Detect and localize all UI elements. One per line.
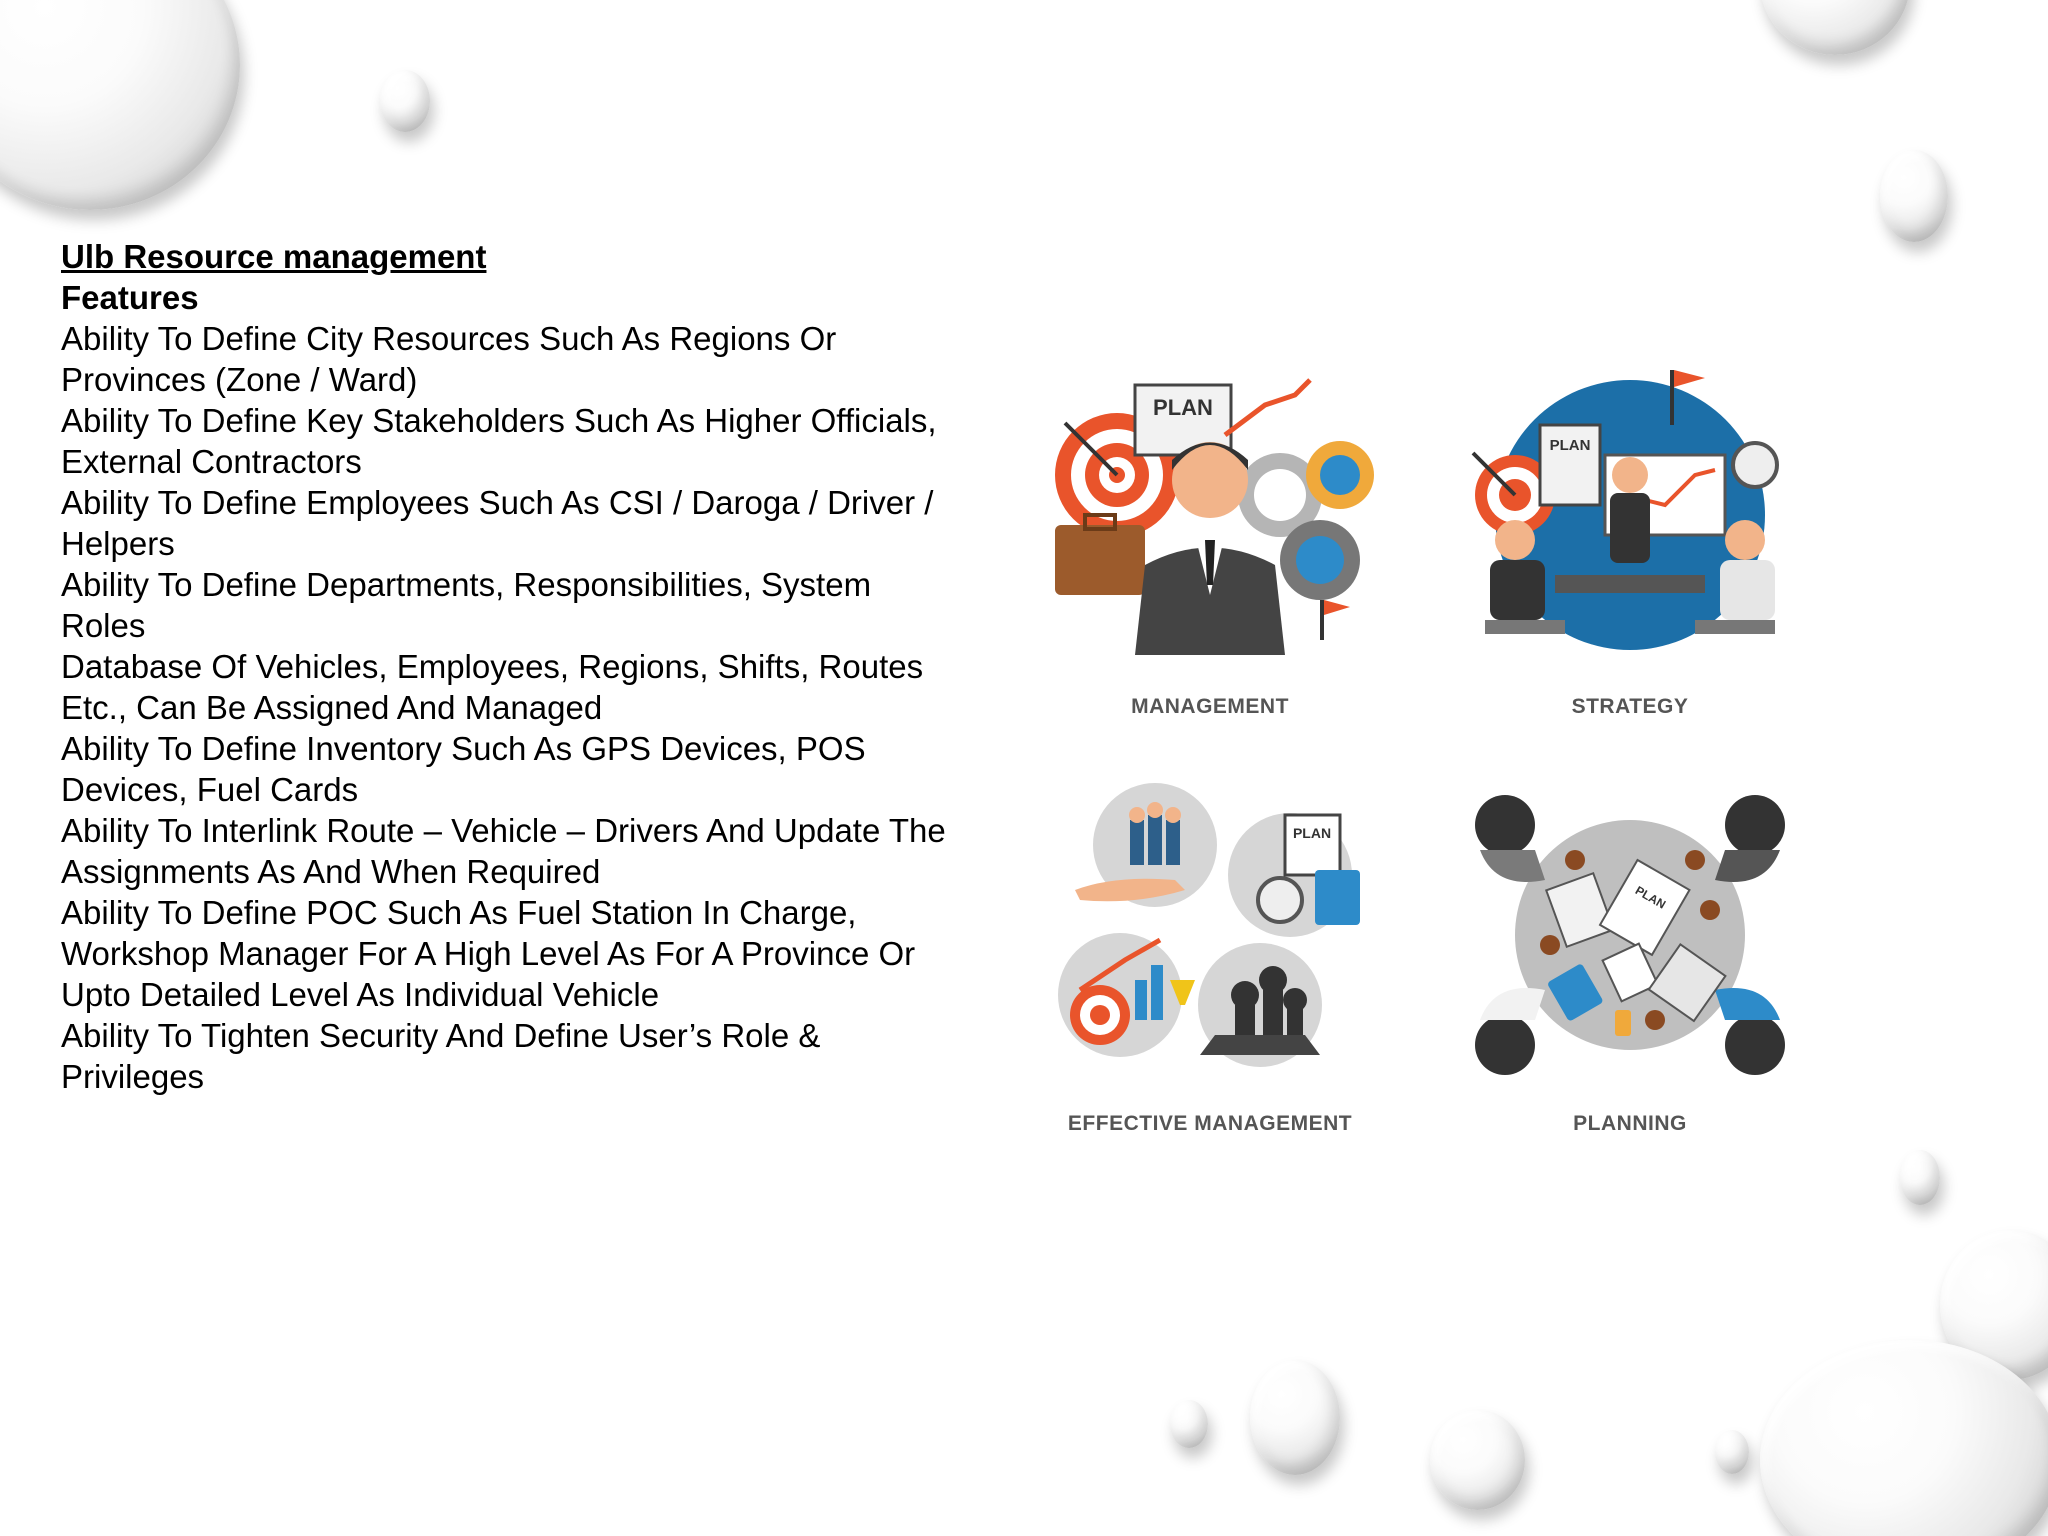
planning-caption: PLANNING <box>1573 1112 1687 1135</box>
management-caption: MANAGEMENT <box>1131 695 1289 718</box>
feature-item: Ability To Interlink Route – Vehicle – Drivers And Update The Assignments As And When Required <box>61 812 946 890</box>
svg-text:PLAN: PLAN <box>1549 437 1591 454</box>
svg-text:PLAN: PLAN <box>1632 883 1669 912</box>
effective-management-illustration <box>1035 780 1385 1135</box>
water-drop-decoration <box>1900 1150 1940 1205</box>
planning-icon <box>1455 780 1805 1090</box>
planning-illustration <box>1455 780 1805 1135</box>
strategy-icon <box>1455 365 1805 655</box>
svg-text:PLAN: PLAN <box>1153 395 1213 420</box>
feature-item: Ability To Define Inventory Such As GPS Devices, POS Devices, Fuel Cards <box>61 730 866 808</box>
water-drop-decoration <box>1880 150 1948 242</box>
features-heading: Features <box>61 279 199 316</box>
feature-item: Ability To Define POC Such As Fuel Station In Charge, Workshop Manager For A High Level As For A Province Or Upto Detailed Level As Individual Vehicle <box>61 894 916 1013</box>
features-text-block <box>61 236 961 1097</box>
effective-management-caption: EFFECTIVE MANAGEMENT <box>1067 1112 1353 1135</box>
strategy-caption: STRATEGY <box>1571 695 1689 718</box>
water-drop-decoration <box>1250 1360 1340 1475</box>
feature-item: Ability To Define Employees Such As CSI / Daroga / Driver / Helpers <box>61 484 934 562</box>
feature-item: Ability To Tighten Security And Define User’s Role & Privileges <box>61 1017 821 1095</box>
svg-text:PLAN: PLAN <box>1292 825 1332 841</box>
strategy-illustration <box>1455 365 1805 718</box>
feature-item: Ability To Define Key Stakeholders Such As Higher Officials, External Contractors <box>61 402 937 480</box>
water-drop-decoration <box>0 0 240 210</box>
water-drop-decoration <box>1170 1400 1208 1448</box>
management-illustration <box>1035 365 1385 718</box>
water-drop-decoration <box>1760 0 1910 55</box>
water-drop-decoration <box>1760 1340 2048 1536</box>
slide-title: Ulb Resource management <box>61 238 487 275</box>
water-drop-decoration <box>1715 1430 1749 1474</box>
feature-item: Database Of Vehicles, Employees, Regions, Shifts, Routes Etc., Can Be Assigned And Managed <box>61 648 924 726</box>
water-drop-decoration <box>1430 1410 1525 1510</box>
effective-management-icon <box>1035 780 1385 1080</box>
management-icon <box>1035 365 1385 655</box>
feature-item: Ability To Define Departments, Responsibilities, System Roles <box>61 566 872 644</box>
water-drop-decoration <box>380 70 430 132</box>
feature-item: Ability To Define City Resources Such As Regions Or Provinces (Zone / Ward) <box>61 320 837 398</box>
